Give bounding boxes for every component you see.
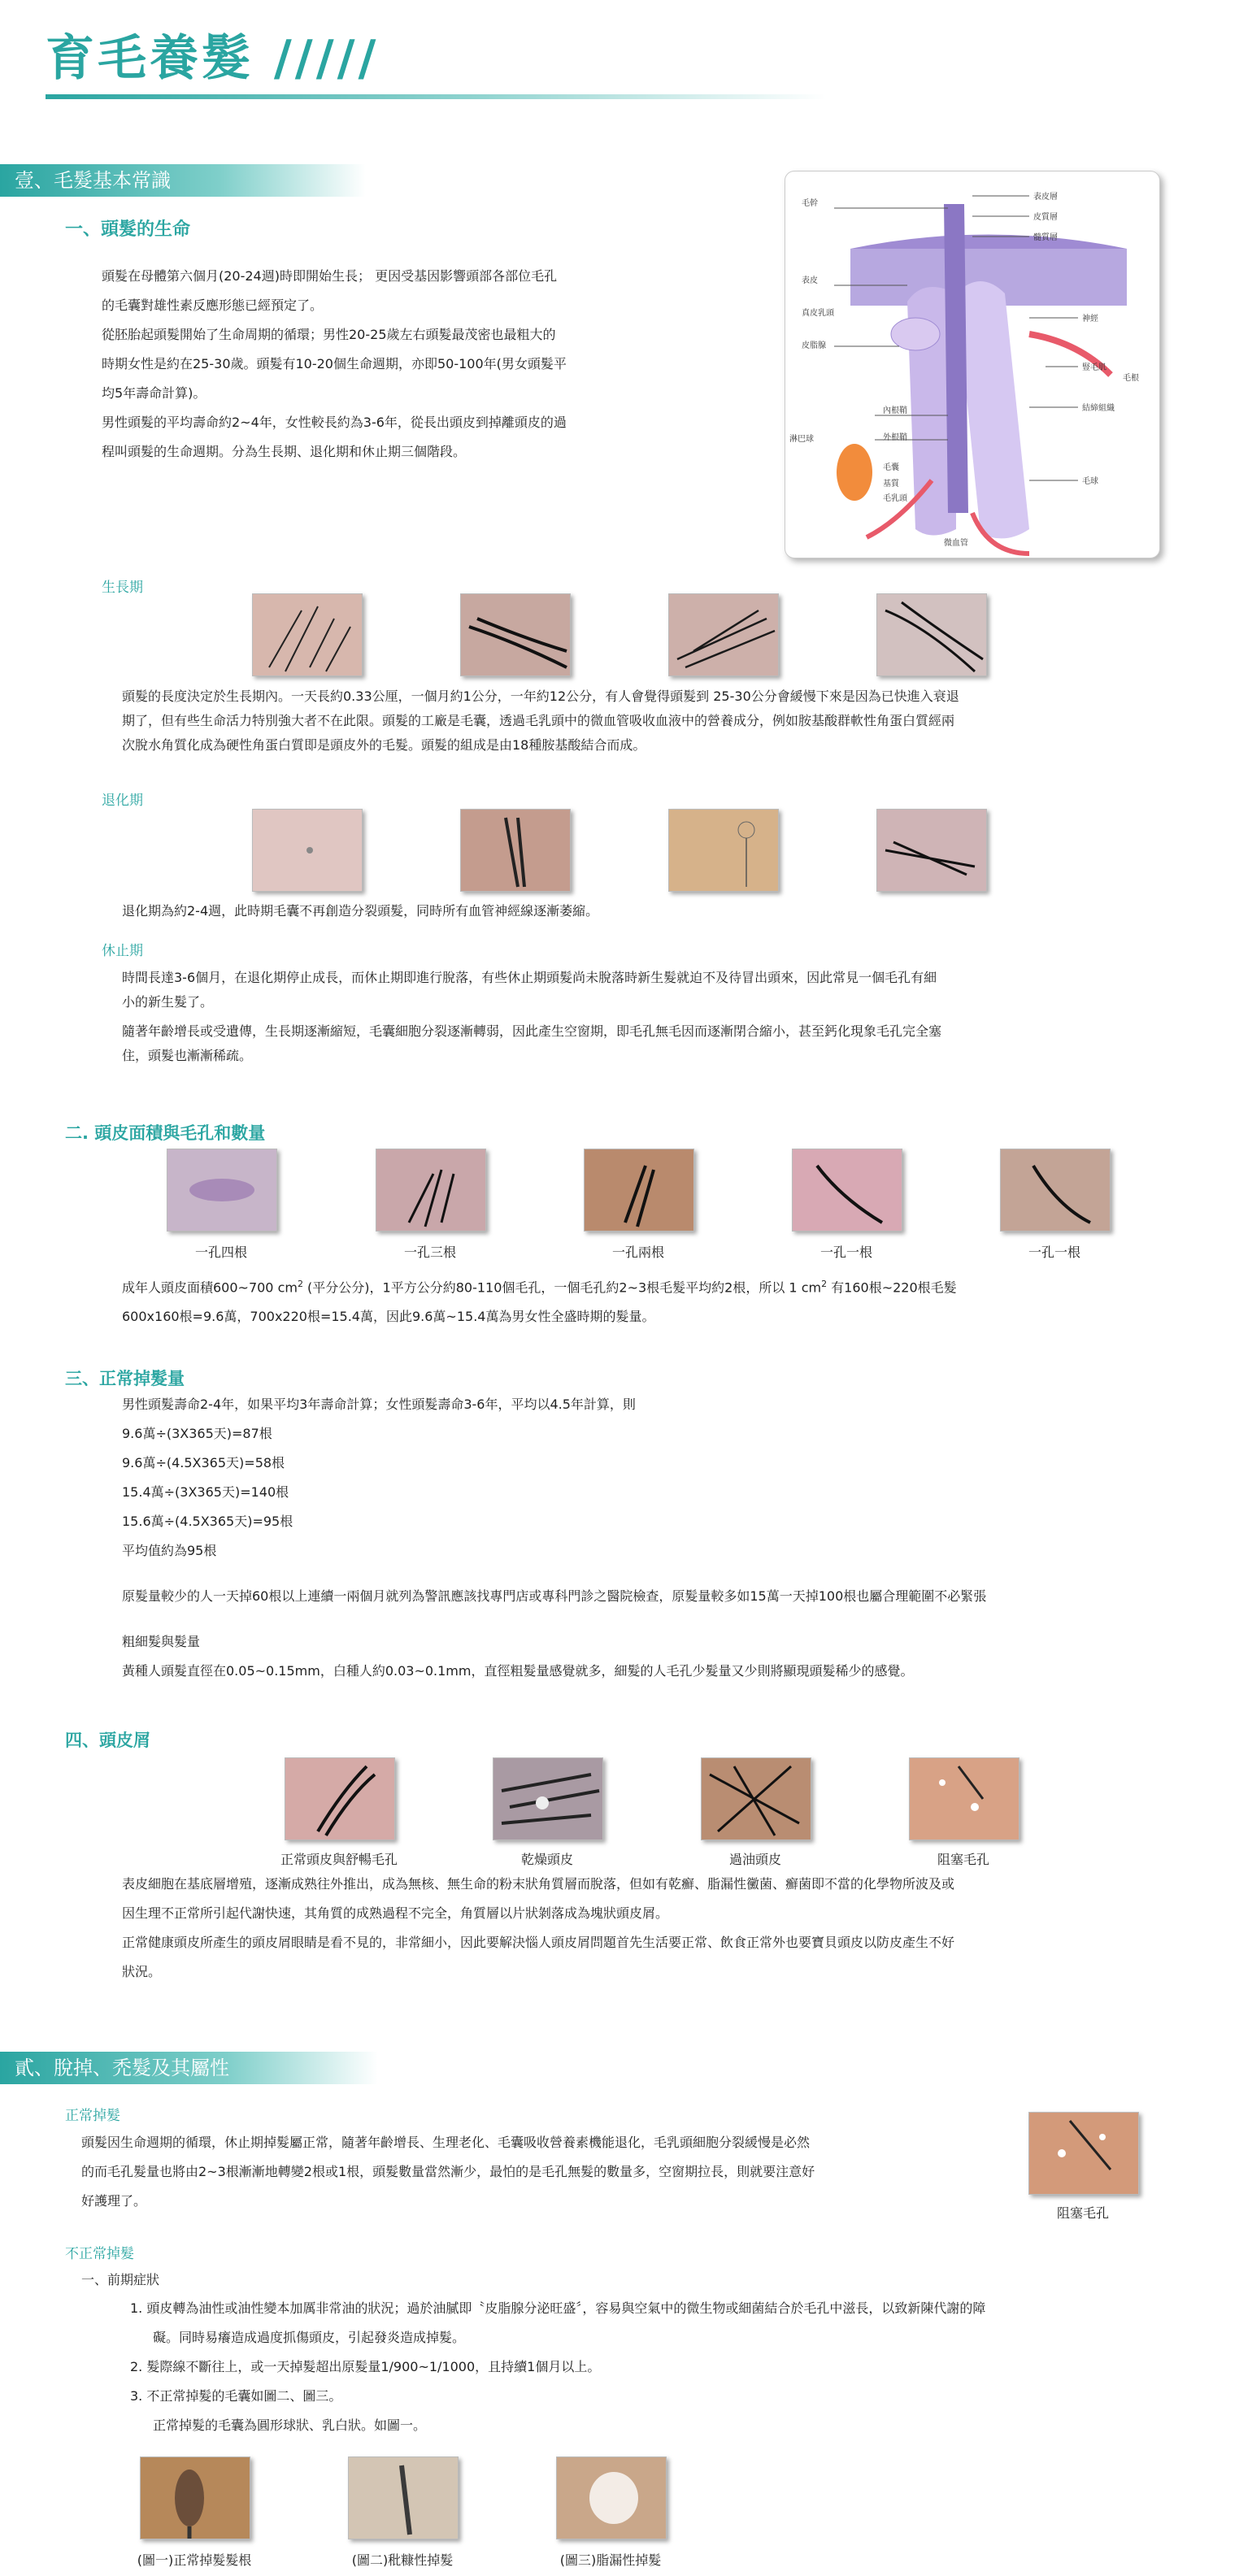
scalp-photo xyxy=(1028,2112,1139,2195)
text-line: 的毛囊對雄性素反應形態已經預定了。 xyxy=(102,298,324,313)
text-line: 9.6萬÷(3X365天)=87根 xyxy=(122,1426,272,1441)
scalp-photo xyxy=(668,593,779,676)
text-line: 15.4萬÷(3X365天)=140根 xyxy=(122,1484,289,1500)
diagram-label: 毛根 xyxy=(1123,374,1139,383)
text-line: 平均值約為95根 xyxy=(122,1543,217,1558)
scalp-area-text xyxy=(122,1272,1228,1329)
hair-follicle-diagram xyxy=(785,171,1160,558)
list-item: 2. 髮際線不斷往上，或一天掉髮超出原髮量1/900~1/1000，且持續1個月以上。 xyxy=(130,2359,601,2374)
diagram-label: 毛乳頭 xyxy=(883,494,907,503)
photo-caption: 一孔一根 xyxy=(819,1245,872,1260)
photo-caption: 一孔三根 xyxy=(403,1245,456,1260)
heading-dandruff: 四、頭皮屑 xyxy=(65,1731,150,1750)
diagram-label: 髓質層 xyxy=(1033,233,1058,242)
heading-normal-shedding: 三、正常掉髮量 xyxy=(65,1369,185,1388)
scalp-photo xyxy=(909,1757,1019,1840)
telogen-text xyxy=(122,966,1179,1068)
diagram-label: 豎毛肌 xyxy=(1082,363,1106,372)
scalp-photo xyxy=(701,1757,811,1840)
text-line: 正常健康頭皮所產生的頭皮屑眼睛是看不見的，非常細小，因此要解決惱人頭皮屑問題首先生活要正常、飲食正常外也要寶貝頭皮以防皮產生不好 xyxy=(122,1935,955,1950)
text-line: 期了，但有些生命活力特別強大者不在此限。頭髮的工廠是毛囊，透過毛乳頭中的微血管吸收血液中的營養成分，例如胺基酸群軟性角蛋白質經兩 xyxy=(122,713,955,728)
normal-hair-loss-text xyxy=(81,2128,1008,2216)
page-title: 育毛養髮 ///// xyxy=(46,30,380,87)
photo-caption: 正常頭皮與舒暢毛孔 xyxy=(280,1852,398,1867)
heading-scalp-area: 二. 頭皮面積與毛孔和數量 xyxy=(65,1123,266,1143)
photo-caption: 過油頭皮 xyxy=(728,1852,781,1867)
text-line: 原髮量較少的人一天掉60根以上連續一兩個月就列為警訊應該找專門店或專科門診之醫院檢查，原髮量較多如15萬一天掉100根也屬合理範圍不必緊張 xyxy=(122,1588,987,1604)
diagram-label: 皮質層 xyxy=(1033,213,1058,222)
text-line: 時間長達3-6個月，在退化期停止成長，而休止期即進行脫落，有些休止期頭髮尚未脫落時新生髮就迫不及待冒出頭來，因此常見一個毛孔有細 xyxy=(122,970,937,985)
list-item: 1. 頭皮轉為油性或油性變本加厲非常油的狀況；過於油膩即〝皮脂腺分泌旺盛〞，容易與空氣中的微生物或細菌結合於毛孔中滋長，以致新陳代謝的障 xyxy=(130,2300,986,2316)
heading-hair-life: 一、頭髮的生命 xyxy=(65,219,191,240)
diagram-label: 結締組織 xyxy=(1082,404,1115,413)
photo-caption: 阻塞毛孔 xyxy=(1056,2205,1109,2221)
list-item: 3. 不正常掉髮的毛囊如圖二、圖三。 xyxy=(130,2388,342,2404)
photo-caption: 阻塞毛孔 xyxy=(937,1852,989,1867)
text-line: 次脫水角質化成為硬性角蛋白質即是頭皮外的毛髮。頭髮的組成是由18種胺基酸結合而成。 xyxy=(122,737,646,753)
scalp-photo xyxy=(876,593,987,676)
text-line: 小的新生髮了。 xyxy=(122,994,214,1010)
text-line xyxy=(122,1272,1228,1300)
diagram-label: 外根鞘 xyxy=(883,433,907,442)
scalp-photo xyxy=(584,1149,694,1232)
photo-caption: (圖二)秕糠性掉髮 xyxy=(351,2552,454,2568)
text-line: 9.6萬÷(4.5X365天)=58根 xyxy=(122,1455,285,1470)
list-item: 正常掉髮的毛囊為圓形球狀、乳白狀。如圖一。 xyxy=(153,2417,427,2433)
text-line: 600x160根=9.6萬，700x220根=15.4萬，因此9.6萬~15.4萬為男女性全盛時期的髮量。 xyxy=(122,1309,655,1325)
diagram-label: 毛囊 xyxy=(883,463,899,472)
diagram-label: 神經 xyxy=(1082,315,1098,324)
text-line: 黃種人頭髮直徑在0.05~0.15mm，白種人約0.03~0.1mm，直徑粗髮量感覺就多，細髮的人毛孔少髮量又少則將顯現頭髮稀少的感覺。 xyxy=(122,1663,914,1679)
text-line: 隨著年齡增長或受遺傳，生長期逐漸縮短，毛囊細胞分裂逐漸轉弱，因此產生空窗期，即毛孔無毛因而逐漸閉合縮小，甚至鈣化現象毛孔完全塞 xyxy=(122,1023,942,1039)
superscript: 2 xyxy=(821,1279,828,1289)
diagram-label: 真皮乳頭 xyxy=(802,309,834,318)
heading-catagen-phase: 退化期 xyxy=(102,793,143,809)
text-line: 頭髮在母體第六個月(20-24週)時即開始生長； 更因受基因影響頭部各部位毛孔 xyxy=(102,268,558,284)
scalp-photo xyxy=(876,809,987,892)
text-line: 狀況。 xyxy=(122,1964,162,1979)
shedding-text xyxy=(122,1390,1228,1686)
diagram-label: 內根鞘 xyxy=(883,406,907,415)
scalp-photo xyxy=(1000,1149,1111,1232)
scalp-photo xyxy=(668,809,779,892)
text-line: 15.6萬÷(4.5X365天)=95根 xyxy=(122,1514,293,1529)
text-line: 因生理不正常所引起代謝快速，其角質的成熟過程不完全，角質層以片狀剝落成為塊狀頭皮屑。 xyxy=(122,1905,669,1921)
hair-life-text xyxy=(102,262,768,467)
scalp-photo xyxy=(252,809,363,892)
growth-text xyxy=(122,684,1179,758)
heading-abnormal-hair-loss: 不正常掉髮 xyxy=(65,2246,134,2262)
text-line: 退化期為約2-4週，此時期毛囊不再創造分裂頭髮，同時所有血管神經線逐漸萎縮。 xyxy=(122,903,599,919)
scalp-photo xyxy=(460,593,571,676)
list-item: 礙。同時易癢造成過度抓傷頭皮，引起發炎造成掉髮。 xyxy=(153,2330,466,2345)
dandruff-text xyxy=(122,1870,1179,1987)
text-line: 從胚胎起頭髮開始了生命周期的循環；男性20-25歲左右頭髮最茂密也最粗大的 xyxy=(102,327,556,342)
scalp-photo xyxy=(285,1757,395,1840)
text-line: 表皮細胞在基底層增殖，逐漸成熟往外推出，成為無核、無生命的粉末狀角質層而脫落，但如有乾癬、脂漏性黴菌、癬菌即不當的化學物所波及或 xyxy=(122,1876,955,1892)
text-line: 的而毛孔髮量也將由2~3根漸漸地轉變2根或1根，頭髮數量當然漸少，最怕的是毛孔無髮的數量多，空窗期拉長，則就要注意好 xyxy=(81,2164,815,2179)
text-line: 粗細髮與髮量 xyxy=(122,1634,201,1649)
scalp-photo xyxy=(493,1757,603,1840)
diagram-label: 皮脂腺 xyxy=(802,341,826,350)
text-line: 均5年壽命計算)。 xyxy=(102,385,206,401)
text-line: 時期女性是約在25-30歲。頭髮有10-20個生命週期，亦即50-100年(男女頭髮平 xyxy=(102,356,567,371)
text-segment: (平分公分)，1平方公分約80-110個毛孔，一個毛孔約2~3根毛髮平均約2根，所以 1 cm xyxy=(302,1279,822,1296)
section-bar-hair-loss: 貳、脫掉、禿髮及其屬性 xyxy=(0,2052,504,2084)
scalp-photo xyxy=(167,1149,277,1232)
scalp-photo xyxy=(376,1149,486,1232)
photo-caption: 乾燥頭皮 xyxy=(520,1852,573,1867)
diagram-label: 毛幹 xyxy=(802,199,818,208)
text-segment: 成年人頭皮面積600~700 cm xyxy=(122,1279,298,1296)
diagram-label: 表皮 xyxy=(802,276,818,285)
text-line: 好護理了。 xyxy=(81,2193,147,2209)
hair-root-photo xyxy=(140,2457,250,2539)
text-line: 頭髮因生命週期的循環，休止期掉髮屬正常，隨著年齡增長、生理老化、毛囊吸收營養素機能退化，毛乳頭細胞分裂緩慢是必然 xyxy=(81,2135,811,2150)
text-segment: 有160根~220根毛髮 xyxy=(827,1279,957,1296)
photo-caption: (圖一)正常掉髮髮根 xyxy=(137,2552,252,2568)
symptoms-list xyxy=(130,2294,1228,2440)
heading-normal-hair-loss: 正常掉髮 xyxy=(65,2108,120,2124)
text-line: 頭髮的長度決定於生長期內。一天長約0.33公厘，一個月約1公分，一年約12公分，有人會覺得頭髮到 25-30公分會緩慢下來是因為已快進入衰退 xyxy=(122,689,959,704)
diagram-label: 表皮層 xyxy=(1033,193,1058,202)
diagram-label: 淋巴球 xyxy=(789,435,814,444)
section-bar-basics: 壹、毛髮基本常識 xyxy=(0,164,488,197)
diagram-label: 微血管 xyxy=(944,539,968,548)
scalp-photo xyxy=(252,593,363,676)
text-line: 男性頭髮的平均壽命約2~4年，女性較長約為3-6年，從長出頭皮到掉離頭皮的過 xyxy=(102,415,567,430)
hair-root-photo xyxy=(348,2457,459,2539)
photo-caption: (圖三)脂漏性掉髮 xyxy=(559,2552,662,2568)
photo-caption: 一孔一根 xyxy=(1028,1245,1080,1260)
scalp-photo xyxy=(460,809,571,892)
title-underline xyxy=(46,94,826,99)
catagen-text xyxy=(122,899,1179,923)
text-line: 男性頭髮壽命2-4年，如果平均3年壽命計算；女性頭髮壽命3-6年，平均以4.5年計算，則 xyxy=(122,1397,636,1412)
early-symptoms-label: 一、前期症狀 xyxy=(81,2272,160,2287)
scalp-photo xyxy=(792,1149,902,1232)
hair-root-photo xyxy=(556,2457,667,2539)
photo-caption: 一孔兩根 xyxy=(611,1245,664,1260)
heading-telogen-phase: 休止期 xyxy=(102,943,143,959)
diagram-label: 毛球 xyxy=(1082,477,1098,486)
photo-caption: 一孔四根 xyxy=(194,1245,247,1260)
diagram-label: 基質 xyxy=(883,480,899,489)
heading-growth-phase: 生長期 xyxy=(102,580,143,596)
superscript: 2 xyxy=(297,1279,303,1289)
text-line: 住，頭髮也漸漸稀疏。 xyxy=(122,1048,253,1063)
text-line: 程叫頭髮的生命週期。分為生長期、退化期和休止期三個階段。 xyxy=(102,444,467,459)
